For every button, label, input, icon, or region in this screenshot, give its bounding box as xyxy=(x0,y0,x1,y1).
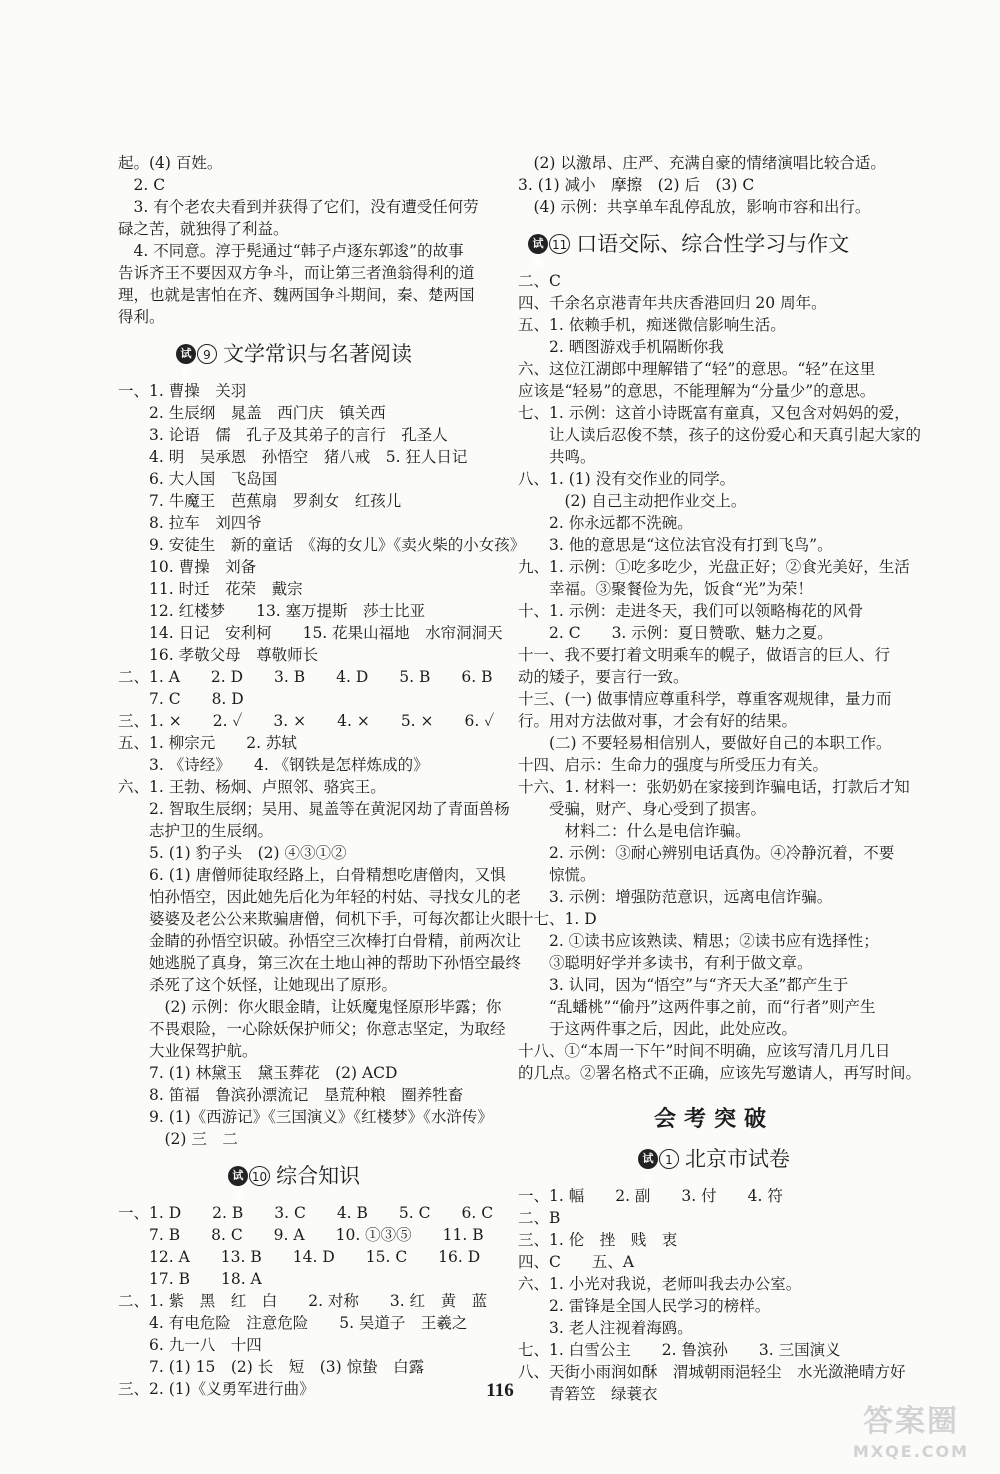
exam-number: 9 xyxy=(197,344,217,364)
answer-line: 三、2. (1)《义勇军进行曲》 xyxy=(118,1380,315,1398)
answer-line: 3. 示例：增强防范意识，远离电信诈骗。 xyxy=(518,888,833,906)
watermark-text-bottom: MXQE.COM xyxy=(852,1442,970,1461)
answer-line: 起。(4) 百姓。 xyxy=(118,154,223,172)
answer-line: 5. (1) 豹子头 (2) ④③①② xyxy=(118,844,347,862)
answer-line: 3. 老人注视着海鸥。 xyxy=(518,1319,693,1337)
answer-line: 7. C 8. D xyxy=(118,690,244,708)
answer-line: 十七、1. D xyxy=(518,910,597,928)
answer-line: 十一、我不要打着文明乘车的幌子，做语言的巨人、行 xyxy=(518,646,891,664)
answer-line: 得利。 xyxy=(118,308,165,326)
answer-line: (4) 示例：共享单车乱停乱放，影响市容和出行。 xyxy=(518,198,871,216)
answer-line: 一、1. D 2. B 3. C 4. B 5. C 6. C xyxy=(118,1204,494,1222)
answer-line: 理，也就是害怕在齐、魏两国争斗期间，秦、楚两国 xyxy=(118,286,475,304)
answer-line: 应该是“轻易”的意思，不能理解为“分量少”的意思。 xyxy=(518,382,876,400)
answer-line: 一、1. 幅 2. 副 3. 付 4. 符 xyxy=(518,1187,783,1205)
answer-line: 惊慌。 xyxy=(518,866,596,884)
answer-line: 二、C xyxy=(518,272,561,290)
answer-line: 三、1. 伦 挫 贱 衷 xyxy=(518,1231,678,1249)
answer-line: 怕孙悟空，因此她先后化为年轻的村姑、寻找女儿的老 xyxy=(118,888,522,906)
answer-line: 共鸣。 xyxy=(518,448,596,466)
answer-line: (二) 不要轻易相信别人，要做好自己的本职工作。 xyxy=(518,734,892,752)
answer-line: 6. (1) 唐僧师徒取经路上，白骨精想吃唐僧肉，又惧 xyxy=(118,866,506,884)
answer-line: 12. A 13. B 14. D 15. C 16. D xyxy=(118,1248,481,1266)
answer-line: 六、1. 小光对我说，老师叫我去办公室。 xyxy=(518,1275,802,1293)
answer-line: 二、1. A 2. D 3. B 4. D 5. B 6. B xyxy=(118,668,493,686)
exam-seal-icon: 试卷 xyxy=(528,234,548,254)
answer-line: 7. B 8. C 9. A 10. ①③⑤ 11. B xyxy=(118,1226,484,1244)
answer-line: “乱蟠桃”“偷丹”这两件事之前，而“行者”则产生 xyxy=(518,998,876,1016)
answer-line: 动的矮子，要言行一致。 xyxy=(518,668,689,686)
answer-line: 于这两件事之后，因此，此处应改。 xyxy=(518,1020,798,1038)
answer-line: 志护卫的生辰纲。 xyxy=(118,822,274,840)
section-title-huikao: 会考突破 xyxy=(653,1107,774,1132)
answer-line: 二、1. 紫 黑 红 白 2. 对称 3. 红 黄 蓝 xyxy=(118,1292,488,1310)
answer-line: 12. 红楼梦 13. 塞万提斯 莎士比亚 xyxy=(118,602,426,620)
answer-line: 七、1. 白雪公主 2. 鲁滨孙 3. 三国演义 xyxy=(518,1341,841,1359)
exam-badge xyxy=(528,234,570,270)
answer-line: 婆婆及老公公来欺骗唐僧，伺机下手，可每次都让火眼 xyxy=(118,910,522,928)
answer-line: 11. 时迁 花荣 戴宗 xyxy=(118,580,303,598)
answer-line: (2) 自己主动把作业交上。 xyxy=(518,492,747,510)
answer-line: 的几点。②署名格式不正确，应该先写邀请人，再写时间。 xyxy=(518,1064,922,1082)
answer-line: 3. (1) 减小 摩擦 (2) 后 (3) C xyxy=(518,176,755,194)
answer-line: 2. 示例：③耐心辨别电话真伪。④冷静沉着，不要 xyxy=(518,844,895,862)
answer-line: 2. 生辰纲 晁盖 西门庆 镇关西 xyxy=(118,404,386,422)
answer-line: 2. C xyxy=(118,176,166,194)
answer-line: 4. 不同意。淳于髡通过“韩子卢逐东郭逡”的故事 xyxy=(118,242,464,260)
answer-line: 金睛的孙悟空识破。孙悟空三次棒打白骨精，前两次让 xyxy=(118,932,522,950)
answer-line: 十四、启示：生命力的强度与所受压力有关。 xyxy=(518,756,829,774)
answer-line: 九、1. 示例：①吃多吃少，光盘正好；②食光美好，生活 xyxy=(518,558,910,576)
answer-line: 2. 雷锋是全国人民学习的榜样。 xyxy=(518,1297,771,1315)
answer-line: 不畏艰险，一心除妖保护师父；你意志坚定，为取经 xyxy=(118,1020,506,1038)
section-heading-title: 北京市试卷 xyxy=(685,1147,790,1171)
answer-line: 告诉齐王不要因双方争斗，而让第三者渔翁得利的道 xyxy=(118,264,475,282)
answer-line: 四、C 五、A xyxy=(518,1253,635,1271)
exam-badge xyxy=(228,1166,270,1202)
answer-line: 她逃脱了真身，第三次在土地山神的帮助下孙悟空最终 xyxy=(118,954,522,972)
answer-line: 五、1. 依赖手机，痴迷微信影响生活。 xyxy=(518,316,786,334)
watermark-text-top: 答案圈 xyxy=(863,1404,959,1439)
answer-line: 十八、①“本周一下午”时间不明确，应该写清几月几日 xyxy=(518,1042,891,1060)
answer-line: 幸福。③聚餐俭为先，饭食“光”为荣！ xyxy=(518,580,813,598)
left-top-block xyxy=(118,152,479,328)
answer-line: 7. 牛魔王 芭蕉扇 罗刹女 红孩儿 xyxy=(118,492,402,510)
answer-line: 9. (1)《西游记》《三国演义》《红楼梦》《水浒传》 xyxy=(118,1108,493,1126)
answer-line: 一、1. 曹操 关羽 xyxy=(118,382,247,400)
heading-section-11 xyxy=(518,230,910,270)
answer-line: 2. C 3. 示例：夏日赞歌、魅力之夏。 xyxy=(518,624,833,642)
section-10-answers xyxy=(118,1202,494,1400)
section-heading-title: 文学常识与名著阅读 xyxy=(223,342,412,366)
exam-seal-icon: 试卷 xyxy=(638,1149,658,1169)
answer-line: 二、B xyxy=(518,1209,561,1227)
answer-line: 8. 笛福 鲁滨孙漂流记 垦荒种粮 圈养牲畜 xyxy=(118,1086,464,1104)
answer-line: 3. 论语 儒 孔子及其弟子的言行 孔圣人 xyxy=(118,426,448,444)
answer-line: 17. B 18. A xyxy=(118,1270,262,1288)
answer-line: 大业保驾护航。 xyxy=(118,1042,258,1060)
answer-line: 八、1. (1) 没有交作业的同学。 xyxy=(518,470,736,488)
answer-line: 10. 曹操 刘备 xyxy=(118,558,257,576)
answer-line: 青箬笠 绿蓑衣 xyxy=(518,1385,658,1403)
answer-line: 十、1. 示例：走进冬天，我们可以领略梅花的风骨 xyxy=(518,602,864,620)
heading-section-10 xyxy=(118,1162,470,1202)
answer-line: 八、天街小雨润如酥 渭城朝雨浥轻尘 水光潋滟晴方好 xyxy=(518,1363,906,1381)
answer-line: 4. 明 吴承恩 孙悟空 猪八戒 5. 狂人日记 xyxy=(118,448,468,466)
page-number: 116 xyxy=(486,1380,514,1401)
answer-line: 7. (1) 林黛玉 黛玉葬花 (2) ACD xyxy=(118,1064,398,1082)
heading-beijing-exam xyxy=(518,1145,910,1185)
answer-line: (2) 示例：你火眼金睛，让妖魔鬼怪原形毕露；你 xyxy=(118,998,502,1016)
section-heading-title: 综合知识 xyxy=(276,1164,361,1188)
answer-line: 2. 智取生辰纲；吴用、晁盖等在黄泥冈劫了青面兽杨 xyxy=(118,800,510,818)
answer-line: 十六、1. 材料一：张奶奶在家接到诈骗电话，打款后才知 xyxy=(518,778,910,796)
answer-line: 杀死了这个妖怪，让她现出了原形。 xyxy=(118,976,398,994)
answer-line: ③聪明好学并多读书，有利于做文章。 xyxy=(518,954,813,972)
answer-line: 六、这位江湖郎中理解错了“轻”的意思。“轻”在这里 xyxy=(518,360,876,378)
exam-badge xyxy=(638,1149,679,1185)
answer-line: 3. 有个老农夫看到并获得了它们，没有遭受任何劳 xyxy=(118,198,479,216)
exam-number: 10 xyxy=(249,1166,270,1186)
answer-line: 六、1. 王勃、杨炯、卢照邻、骆宾王。 xyxy=(118,778,386,796)
beijing-exam-answers xyxy=(518,1185,910,1405)
answer-line: 16. 孝敬父母 尊敬师长 xyxy=(118,646,319,664)
answer-line: 五、1. 柳宗元 2. 苏轼 xyxy=(118,734,297,752)
right-column xyxy=(518,152,922,1405)
exam-seal-icon: 试卷 xyxy=(176,344,196,364)
answer-line: 3. 《诗经》 4. 《钢铁是怎样炼成的》 xyxy=(118,756,429,774)
answer-line: 3. 他的意思是“这位法官没有打到飞鸟”。 xyxy=(518,536,833,554)
answer-line: 9. 安徒生 新的童话 《海的女儿》《卖火柴的小女孩》 xyxy=(118,536,526,554)
answer-line: 7. (1) 15 (2) 长 短 (3) 惊蛰 白露 xyxy=(118,1358,425,1376)
answer-line: 2. 晒图游戏手机隔断你我 xyxy=(518,338,724,356)
exam-seal-icon: 试卷 xyxy=(228,1166,248,1186)
answer-line: 4. 有电危险 注意危险 5. 吴道子 王羲之 xyxy=(118,1314,468,1332)
answer-line: 行。用对方法做对事，才会有好的结果。 xyxy=(518,712,798,730)
section-heading-title: 口语交际、综合性学习与作文 xyxy=(576,232,850,256)
answer-line: 8. 拉车 刘四爷 xyxy=(118,514,262,532)
answer-line: 3. 认同，因为“悟空”与“齐天大圣”都产生于 xyxy=(518,976,849,994)
answer-line: 四、千余名京港青年共庆香港回归 20 周年。 xyxy=(518,294,827,312)
right-top-block xyxy=(518,152,910,218)
answer-line: 14. 日记 安利柯 15. 花果山福地 水帘洞洞天 xyxy=(118,624,503,642)
section-9-answers xyxy=(118,380,526,1150)
answer-line: 七、1. 示例：这首小诗既富有童真，又包含对妈妈的爱， xyxy=(518,404,910,422)
watermark-logo xyxy=(836,1402,986,1468)
answer-line: 6. 九一八 十四 xyxy=(118,1336,262,1354)
answer-line: 三、1. × 2. ✓ 3. × 4. × 5. × 6. ✓ xyxy=(118,712,495,730)
answer-line: 受骗，财产、身心受到了损害。 xyxy=(518,800,767,818)
answer-line: 十三、(一) 做事情应尊重科学，尊重客观规律，量力而 xyxy=(518,690,892,708)
answer-line: 2. 你永远都不洗碗。 xyxy=(518,514,693,532)
section-11-answers xyxy=(518,270,922,1084)
answer-line: 2. ①读书应该熟读、精思；②读书应有选择性； xyxy=(518,932,879,950)
answer-line: 材料二：什么是电信诈骗。 xyxy=(518,822,751,840)
exam-number: 11 xyxy=(549,234,570,254)
heading-section-9 xyxy=(118,340,470,380)
answer-line: (2) 三 二 xyxy=(118,1130,238,1148)
answer-line: 6. 大人国 飞岛国 xyxy=(118,470,278,488)
answer-line: 碌之苦，就独得了利益。 xyxy=(118,220,289,238)
exam-badge xyxy=(176,344,217,380)
answer-line: (2) 以激昂、庄严、充满自豪的情绪演唱比较合适。 xyxy=(518,154,886,172)
exam-number: 1 xyxy=(659,1149,679,1169)
answer-line: 让人读后忍俊不禁，孩子的这份爱心和天真引起大家的 xyxy=(518,426,922,444)
